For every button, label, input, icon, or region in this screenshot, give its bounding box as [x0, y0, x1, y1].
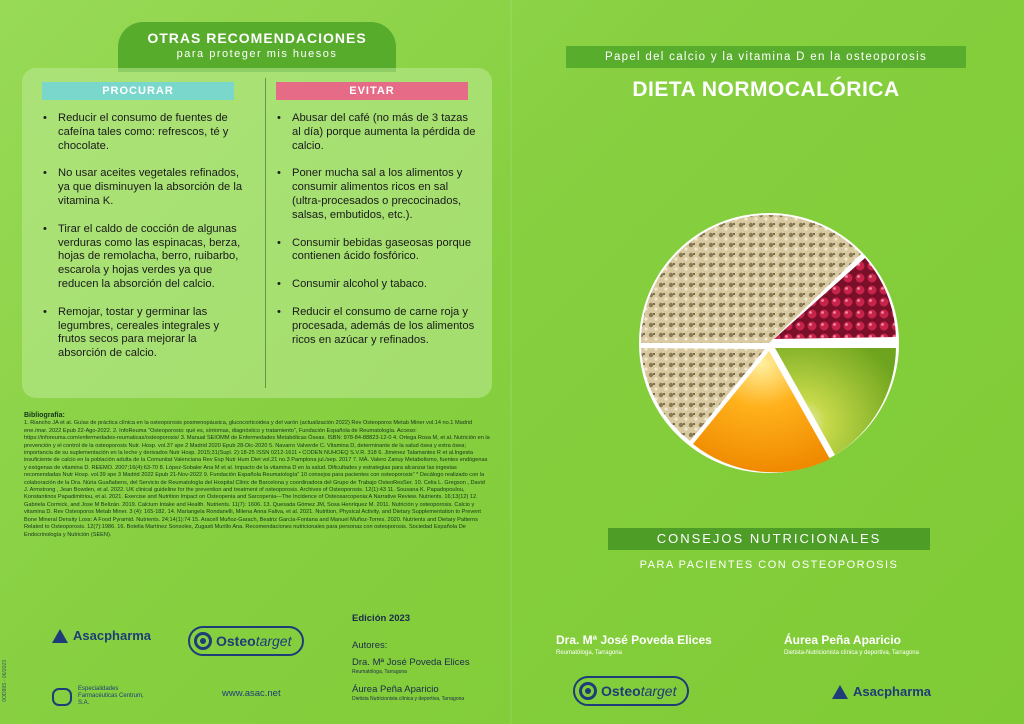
- consejos-title: CONSEJOS NUTRICIONALES: [608, 528, 930, 550]
- asacpharma-logo-cover: [832, 684, 931, 699]
- target-icon: [579, 682, 597, 700]
- evitar-label: EVITAR: [276, 82, 468, 100]
- list-item: • Poner mucha sal a los alimentos y consumir alimentos ricos en sal (ultra-procesados o precocinados, salsas, embutidos, etc.).: [288, 167, 476, 222]
- list-item: • Remojar, tostar y germinar las legumbres, cereales integrales y frutos secos para mejorar la absorción de calcio.: [54, 306, 247, 361]
- fold-line: [510, 0, 512, 724]
- osteotarget-bold: Osteo: [216, 633, 256, 649]
- recommendations-subtitle: para proteger mis huesos: [176, 48, 338, 60]
- bibliography-title: Bibliografía:: [24, 412, 65, 419]
- osteotarget-logo: [188, 626, 304, 656]
- list-item: • Tirar el caldo de cocción de algunas verduras como las espinacas, berza, hojas de remolacha, berro, ruibarbo, escarola y hojas verdes ya que reducen la absorción del calcio.: [54, 223, 247, 292]
- recommendations-header: [118, 22, 396, 72]
- grains-slice: [641, 215, 769, 343]
- cover-author-1-role: Reumatóloga, Tarragona: [556, 650, 622, 656]
- author-1-role: Reumatóloga, Tarragona: [352, 669, 407, 675]
- list-item: • Consumir bebidas gaseosas porque contienen ácido fosfórico.: [288, 237, 476, 265]
- author-1-name: Dra. Mª José Poveda Elices: [352, 657, 470, 668]
- osteotarget-bold: Osteo: [601, 683, 641, 699]
- list-item: • Abusar del café (no más de 3 tazas al día) porque aumenta la pérdida de calcio.: [288, 112, 476, 153]
- evitar-list: [276, 112, 476, 347]
- consejos-subtitle: PARA PACIENTES CON OSTEOPOROSIS: [639, 559, 899, 571]
- asacpharma-icon: [52, 629, 68, 643]
- bibliography: [24, 412, 490, 539]
- asacpharma-wordmark: Asacpharma: [73, 628, 152, 643]
- edition-label: Edición 2023: [352, 613, 411, 624]
- osteotarget-italic: target: [255, 633, 292, 649]
- osteotarget-wordmark: [601, 683, 677, 699]
- centrum-logo: [52, 686, 148, 707]
- asacpharma-icon: [832, 685, 848, 699]
- cover-subtitle: Papel del calcio y la vitamina D en la osteoporosis: [566, 46, 966, 68]
- list-item: • Reducir el consumo de fuentes de cafeína tales como: refrescos, té y chocolate.: [54, 112, 247, 153]
- recommendations-box: [22, 68, 492, 398]
- target-icon: [194, 632, 212, 650]
- author-2-role: Dietista Nutricionista clínica y deportiva, Tarragona: [352, 696, 465, 702]
- document-code: 0OD99S - 06/2023: [2, 660, 8, 702]
- cover-title: DIETA NORMOCALÓRICA: [632, 78, 900, 101]
- procurar-label: PROCURAR: [42, 82, 234, 100]
- osteotarget-badge: [188, 626, 304, 656]
- osteotarget-italic: target: [640, 683, 677, 699]
- osteotarget-logo-cover: [573, 676, 689, 706]
- procurar-list: [42, 112, 247, 361]
- food-pie-illustration: [638, 212, 900, 474]
- author-2-name: Áurea Peña Aparicio: [352, 684, 439, 695]
- list-item: • Reducir el consumo de carne roja y procesada, además de los alimentos ricos en azúcar y refinados.: [288, 306, 476, 347]
- osteotarget-wordmark: [216, 633, 292, 649]
- asacpharma-logo: [52, 628, 151, 643]
- evitar-column: [276, 82, 476, 361]
- cover-author-2-role: Dietista-Nutricionista clínica y deportiva, Tarragona: [784, 650, 919, 656]
- centrum-text: Especialidades Farmacéuticas Centrum, S.A.: [78, 686, 144, 706]
- list-item: • No usar aceites vegetales refinados, ya que disminuyen la absorción de la vitamina K.: [54, 167, 247, 208]
- asacpharma-wordmark: Asacpharma: [853, 684, 932, 699]
- cover-author-2-name: Áurea Peña Aparicio: [784, 633, 901, 647]
- procurar-column: [42, 82, 247, 375]
- authors-label: Autores:: [352, 640, 388, 651]
- centrum-icon: [52, 688, 72, 706]
- website-link[interactable]: www.asac.net: [222, 688, 281, 699]
- cover-author-1-name: Dra. Mª José Poveda Elices: [556, 633, 712, 647]
- osteotarget-badge: [573, 676, 689, 706]
- recommendations-title: OTRAS RECOMENDACIONES: [147, 30, 367, 46]
- column-divider: [265, 78, 266, 388]
- bibliography-text: 1. Riancho JA et al. Guías de práctica clínica en la osteoporosis posmenopáusica, glucocorticoidea y del varón (actualización 2022) Rev Osteoporos Metab Miner vol.14 no.1 Madrid ene./mar. 2022 Epub 22-Ago-2022. 2. InfoReuma “Osteoporosis: qué es, síntomas, diagnóstico y tratamiento”, Fundación Española de Reumatología. Acceso: https://inforeuma.com/enfermedades-reumaticas/osteoporosis/ 3. Manual SEIOMM de Enfermedades Metabólicas Óseas. ISBN: 978-84-88823-12-0 4. Ortega Rosa M, et al. Nutrición en la prevención y el control de la osteoporosis Nutr. Hosp. vol.37 spe 2 Madrid 2020 Epub 28-Dic-2020 5. Navarro Valverde C. Vitamina D, determinante de la salud ósea y extra ósea; importancia de su suplementación en la leche y derivados Nutr Hosp. 2015;31(Supl. 2):18-25 ISSN 0212-1611 • CODEN NUHOEQ S.V.R. 318 6. Jiménez Talamantes R et al.Ingesta insuficiente de calcio en la población adulta de la Comunitat Valenciana Rev Esp Nutr Hum Diet vol.21 no.3 Pamplona jul./sep. 2017 7. MÁ. Valero Zanuy Metabolismo, fuentes endógenas y exógenas de vitamina D. REEMO. 2007;16(4):63-70 8. López-Sobaler Ana M et al. Impacto de la vitamina D en la salud. Dificultades y estrategias para alcanzar las ingestas recomendadas Nutr Hosp. vol.39 spe 3 Madrid 2022 Epub 21-Nov-2022 9. Fundación Española Reumatología” 10 consejos para pacientes con osteoporosis” * Decálogo realizado con la colaboración de la Dra. Núria Guañabens, del Servicio de Reumatología del Hospital Clínic de Barcelona y coordinadora del Grupo de Trabajo OsteoResSer. 10. Celia L. Gregson , David J. Armstrong , Jean Bowden, et al. 2022. UK clinical guideline for the prevention and treatment of osteoporosis. Archives of Osteoporosis. 12(1):43 11. Sousana K. Papadopoulou, Konstantinos Papadimitriou, et al. 2021. Exercise and Nutrition Impact on Osteopenia and Sarcopenia—The Incidence of Osteosarcopenia:A Narrative Review. Nutrients. 16;13(12) 12. Gabriela Cormick, and Jose M Belizán. 2019. Calcium Intake and Health. Nutrients. 11(7): 1606. 13. Quesada Gómez JM, Sosa Henríquez M. 2011. Nutrición y osteoporosis. Calcio y vitamina D. Rev Osteoporos Metab Miner. 3 (4): 165-182. 14. Mariangela Rondanelli, Milena Anna Faliva, et al. 2021. Nutrition, Physical Activity, and Dietary Supplementation to Prevent Bone Mineral Density Loss: A Food Pyramid. Nutrients. 24;14(1):74 15. Aracell Muñoz-Garach, Beatriz García-Fontana and Manuel Muñoz-Torres. 2020. Nutrients and Dietary Patterns Related to Osteoporosis. 12(7):1986. 16. Botella Martínez Sonsoles, Zugasti Murillo Ana. Recomendaciones nutricionales para personas con osteoporosis. Sociedad Española De Endocrinología y Nutrición (SEEN).: [24, 420, 490, 538]
- list-item: • Consumir alcohol y tabaco.: [288, 278, 476, 292]
